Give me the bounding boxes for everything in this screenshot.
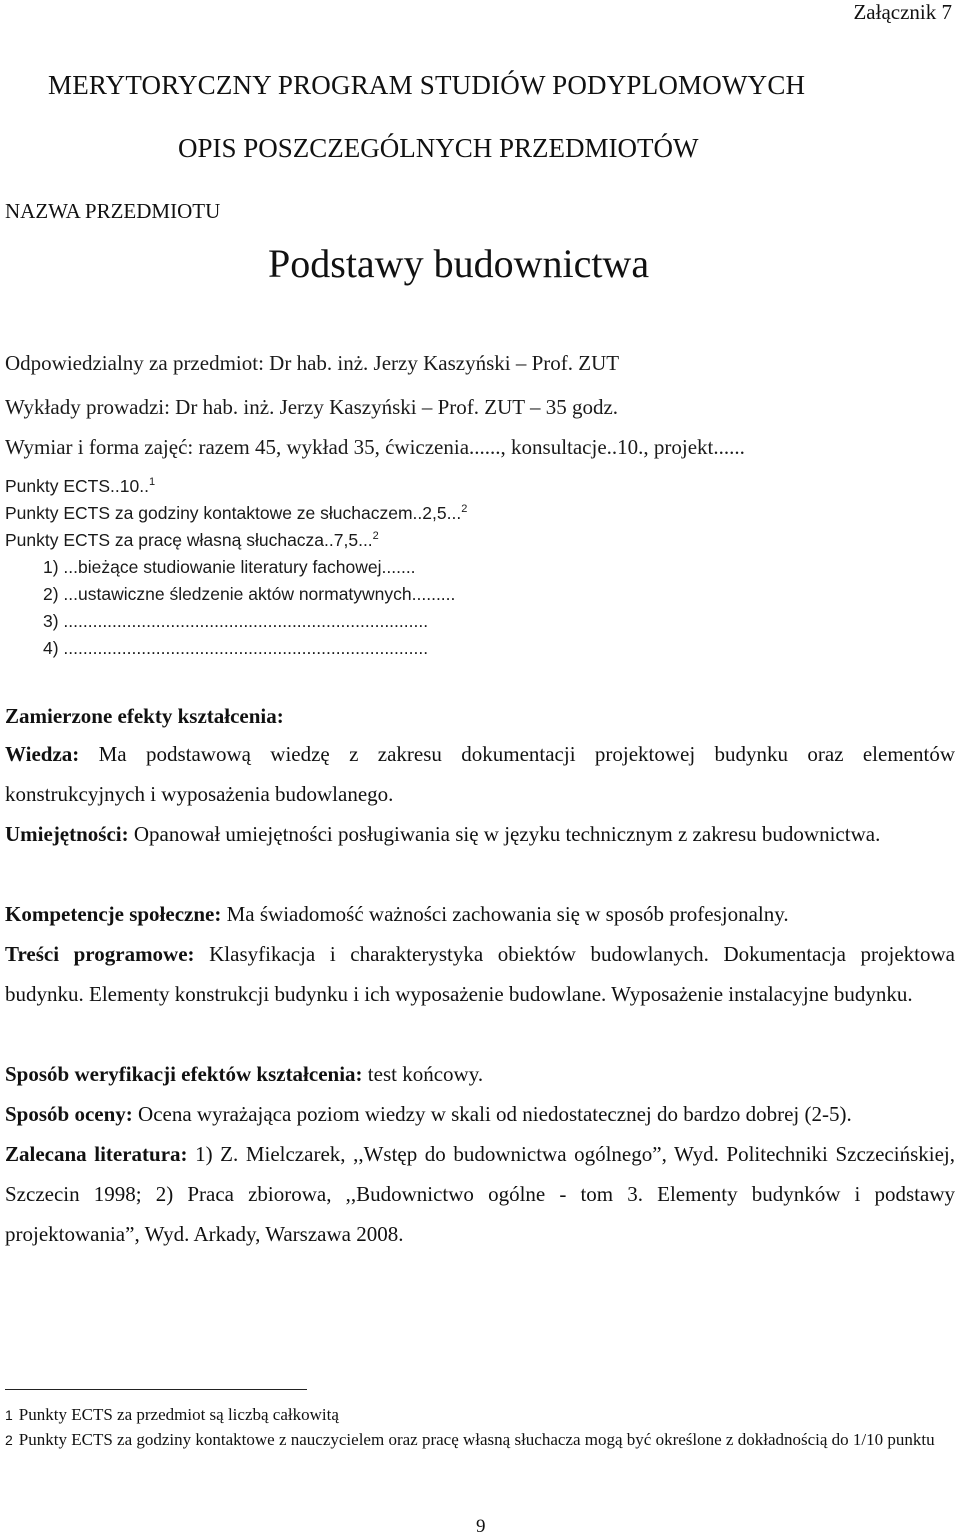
literature-label: Zalecana literatura: [5, 1142, 188, 1166]
ects-total: Punkty ECTS..10..$^1$ [5, 476, 156, 496]
verification-label: Sposób weryfikacji efektów kształcenia: [5, 1062, 363, 1086]
grading-label: Sposób oceny: [5, 1102, 133, 1126]
social-competence-label: Kompetencje społeczne: [5, 902, 222, 926]
footnote: 1 Punkty ECTS za przedmiot są liczbą całkowitą [5, 1405, 339, 1424]
skills-label: Umiejętności: [5, 822, 129, 846]
ects-item: 2) ...ustawiczne śledzenie aktów normatywnych......... [43, 584, 456, 604]
program-content-paragraph: Treści programowe: Klasyfikacja i charakterystyka obiektów budowlanych. Dokumentacja projektowa budynku. Elementy konstrukcji budynku i ich wyposażenie budowlane. Wyposażenie instalacyjne budynku. [5, 942, 956, 1006]
document-subtitle: OPIS POSZCZEGÓLNYCH PRZEDMIOTÓW [178, 133, 699, 163]
social-competence-paragraph: Kompetencje społeczne: Ma świadomość ważności zachowania się w sposób profesjonalny. [5, 902, 789, 926]
grading-paragraph: Sposób oceny: Ocena wyrażająca poziom wiedzy w skali od niedostatecznej do bardzo dobrej (2-5). [5, 1102, 852, 1126]
outcomes-heading: Zamierzone efekty kształcenia: [5, 704, 284, 728]
ects-item: 4) ........................................................................... [43, 638, 429, 658]
ects-contact: Punkty ECTS za godziny kontaktowe ze słuchaczem..2,5...$^2$ [5, 503, 468, 523]
subject-name-label: NAZWA PRZEDMIOTU [5, 199, 221, 223]
responsible-person: Odpowiedzialny za przedmiot: Dr hab. inż. Jerzy Kaszyński – Prof. ZUT [5, 351, 620, 375]
lecturer: Wykłady prowadzi: Dr hab. inż. Jerzy Kaszyński – Prof. ZUT – 35 godz. [5, 395, 619, 419]
document-title: MERYTORYCZNY PROGRAM STUDIÓW PODYPLOMOWYCH [48, 70, 806, 100]
knowledge-paragraph: Wiedza: Ma podstawową wiedzę z zakresu dokumentacji projektowej budynku oraz elementów konstrukcyjnych i wyposażenia budowlanego. [5, 742, 955, 806]
annex-label: Załącznik 7 [853, 0, 952, 24]
knowledge-label: Wiedza: [5, 742, 80, 766]
footnote-divider [5, 1389, 307, 1390]
subject-name: Podstawy budownictwa [268, 241, 650, 286]
page-number: 9 [476, 1516, 486, 1537]
class-hours: Wymiar i forma zajęć: razem 45, wykład 35, ćwiczenia......, konsultacje..10., projekt...... [5, 435, 745, 459]
verification-paragraph: Sposób weryfikacji efektów kształcenia: test końcowy. [5, 1062, 484, 1086]
literature-paragraph: Zalecana literatura: 1) Z. Mielczarek, ,,Wstęp do budownictwa ogólnego”, Wyd. Politechniki Szczecińskiej, Szczecin 1998; 2) Praca zbiorowa, ,,Budownictwo ogólne - tom 3. Elementy budynków i podstawy projektowania”, Wyd. Arkady, Warszawa 2008. [5, 1142, 955, 1246]
footnote: 2 Punkty ECTS za godziny kontaktowe z nauczycielem oraz pracę własną słuchacza mogą być określone z dokładnością do 1/10 punktu [5, 1430, 935, 1449]
ects-item: 3) ........................................................................... [43, 611, 429, 631]
ects-own-work: Punkty ECTS za pracę własną słuchacza..7,5...$^2$ [5, 530, 379, 550]
ects-item: 1) ...bieżące studiowanie literatury fachowej....... [43, 557, 416, 577]
skills-paragraph: Umiejętności: Opanował umiejętności posługiwania się w języku technicznym z zakresu budownictwa. [5, 822, 881, 846]
program-content-label: Treści programowe: [5, 942, 195, 966]
